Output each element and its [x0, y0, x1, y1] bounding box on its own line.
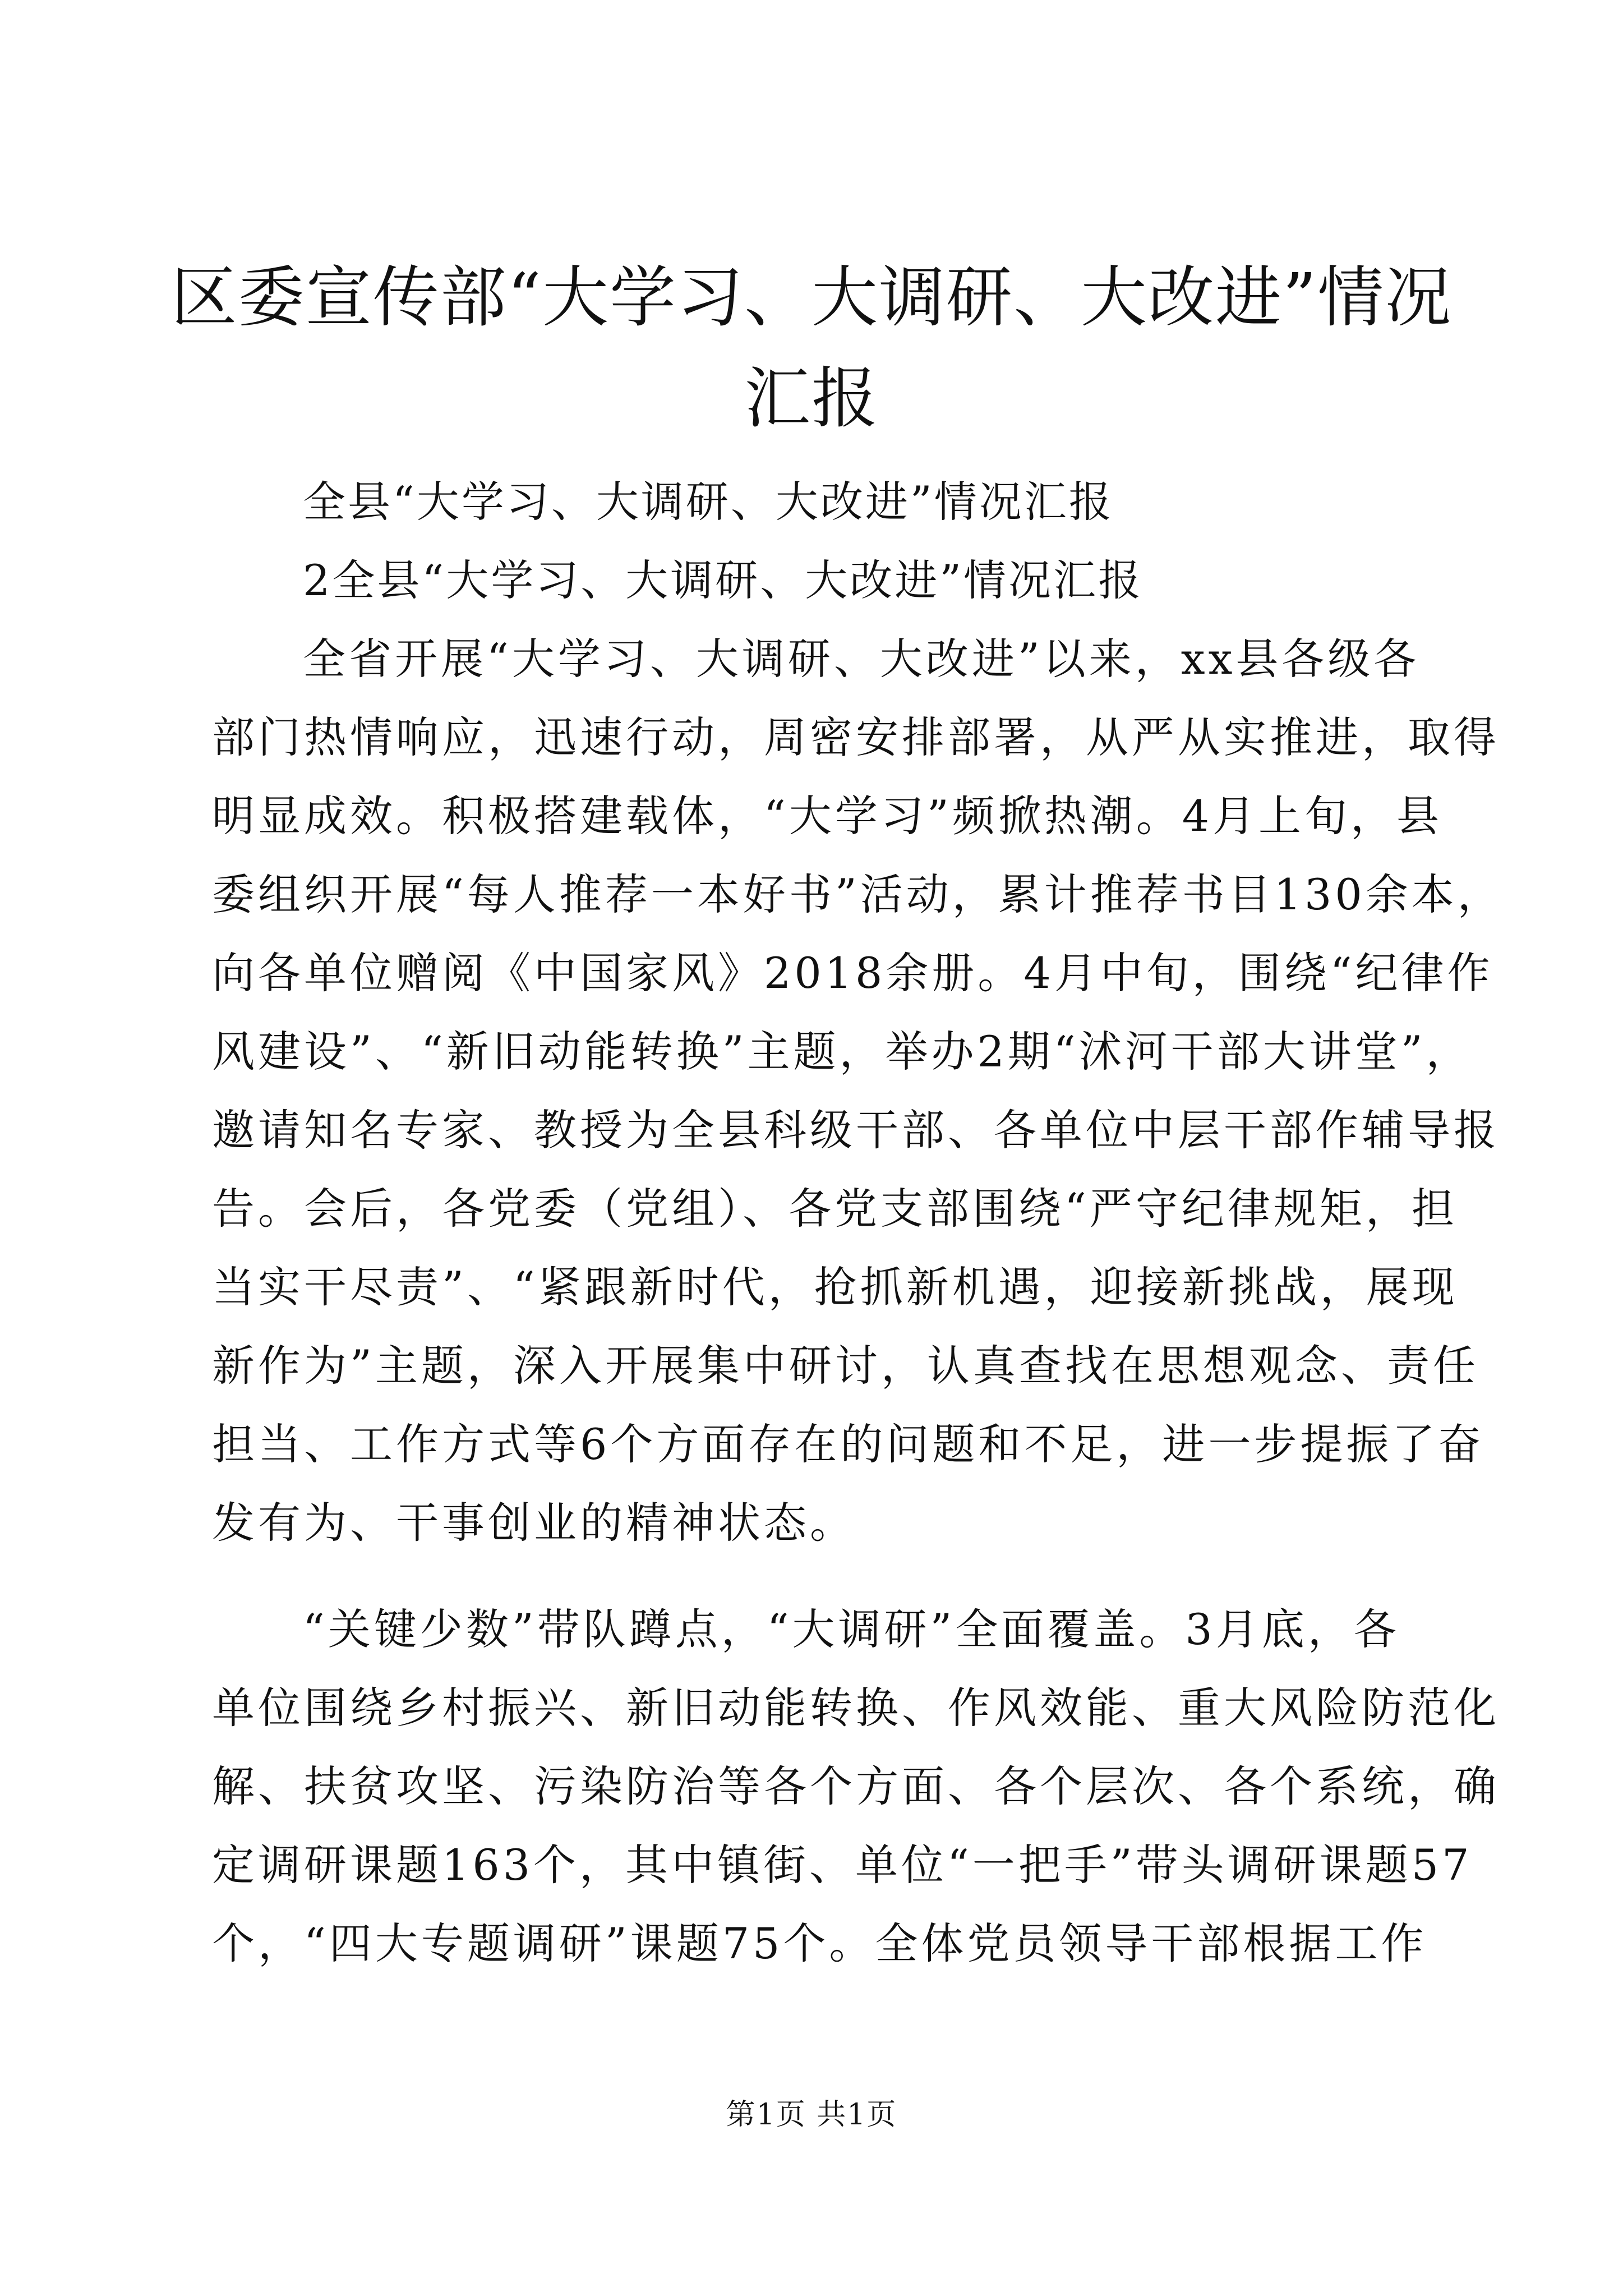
subheading-2: 2全县“大学习、大调研、大改进”情况汇报	[303, 555, 1144, 605]
paragraph-line: 告。会后，各党委（党组）、各党支部围绕“严守纪律规矩，担	[212, 1184, 1458, 1234]
paragraph-line: 单位围绕乡村振兴、新旧动能转换、作风效能、重大风险防范化	[212, 1683, 1500, 1733]
subheading-1: 全县“大学习、大调研、大改进”情况汇报	[303, 477, 1114, 527]
paragraph-line: “关键少数”带队蹲点，“大调研”全面覆盖。3月底，各	[303, 1604, 1400, 1654]
title-line-2: 汇报	[744, 360, 879, 437]
paragraph-line: 向各单位赠阅《中国家风》2018余册。4月中旬，围绕“纪律作	[212, 948, 1493, 998]
paragraph-line: 担当、工作方式等6个方面存在的问题和不足，进一步提振了奋	[212, 1419, 1484, 1469]
page-footer: 第1页 共1页	[726, 2098, 897, 2132]
paragraph-line: 部门热情响应，迅速行动，周密安排部署，从严从实推进，取得	[212, 712, 1500, 762]
document-title	[168, 247, 1455, 449]
paragraph-line: 个，“四大专题调研”课题75个。全体党员领导干部根据工作	[212, 1918, 1427, 1968]
paragraph-line: 全省开展“大学习、大调研、大改进”以来，xx县各级各	[303, 634, 1420, 684]
paragraph-line: 风建设”、“新旧动能转换”主题，举办2期“沭河干部大讲堂”，	[212, 1027, 1472, 1076]
paragraph-line: 当实干尽责”、“紧跟新时代，抢抓新机遇，迎接新挑战，展现	[212, 1262, 1458, 1312]
paragraph-line: 定调研课题163个，其中镇街、单位“一把手”带头调研课题57	[212, 1840, 1473, 1890]
paragraph-line: 明显成效。积极搭建载体，“大学习”频掀热潮。4月上旬，县	[212, 791, 1443, 841]
paragraph-line: 委组织开展“每人推荐一本好书”活动，累计推荐书目130余本，	[212, 869, 1504, 919]
title-line-1: 区委宣传部“大学习、大调研、大改进”情况	[170, 259, 1453, 336]
paragraph-line: 发有为、干事创业的精神状态。	[212, 1498, 856, 1548]
paragraph-line: 新作为”主题，深入开展集中研讨，认真查找在思想观念、责任	[212, 1341, 1479, 1391]
paragraph-line: 邀请知名专家、教授为全县科级干部、各单位中层干部作辅导报	[212, 1105, 1500, 1155]
paragraph-line: 解、扶贫攻坚、污染防治等各个方面、各个层次、各个系统，确	[212, 1761, 1500, 1811]
